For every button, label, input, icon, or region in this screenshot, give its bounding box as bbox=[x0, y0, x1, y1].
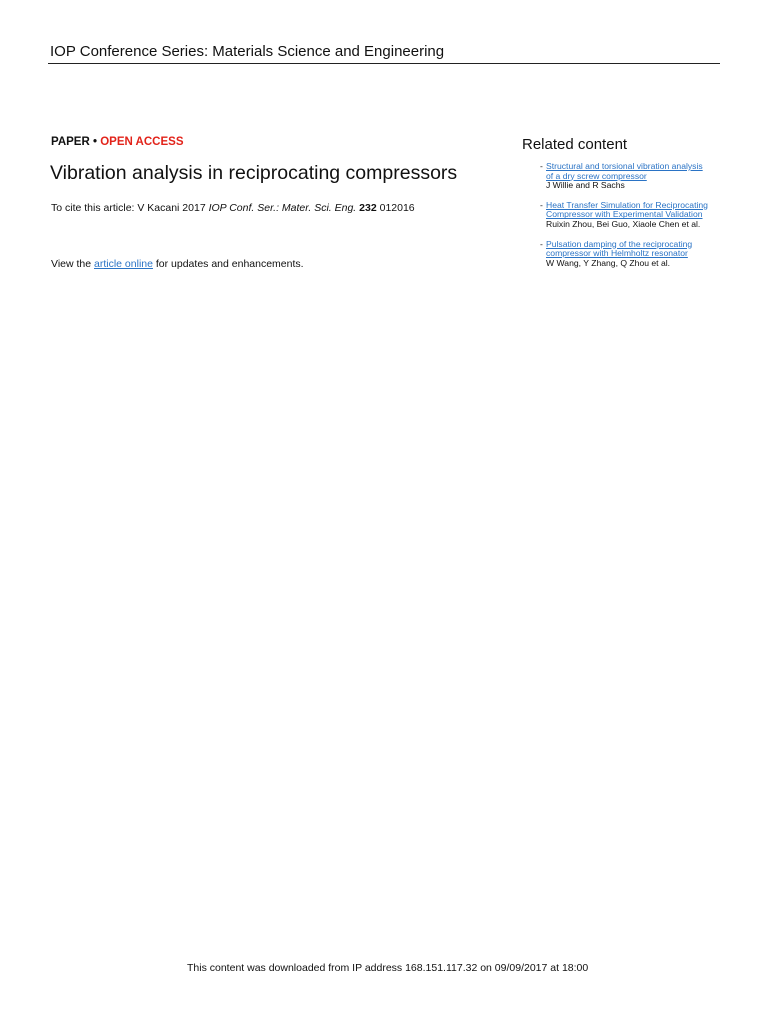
related-item bbox=[522, 162, 722, 191]
article-title: Vibration analysis in reciprocating compressors bbox=[50, 162, 458, 184]
related-item bbox=[522, 201, 722, 230]
related-item-title-line1: Heat Transfer Simulation for Reciprocating bbox=[546, 199, 708, 210]
related-item-title-line1: Structural and torsional vibration analysis bbox=[546, 161, 703, 171]
related-item-authors: W Wang, Y Zhang, Q Zhou et al. bbox=[546, 257, 671, 268]
related-item-title-line1: Pulsation damping of the reciprocating bbox=[546, 238, 693, 249]
related-item-title-line2: Compressor with Experimental Validation bbox=[546, 209, 703, 220]
citation-prefix: To cite this article: V Kacani 2017 bbox=[51, 202, 209, 214]
view-online-line bbox=[51, 258, 304, 271]
citation-journal: IOP Conf. Ser.: Mater. Sci. Eng. bbox=[208, 202, 357, 214]
related-item-dash: - bbox=[540, 161, 543, 171]
related-item-link[interactable] bbox=[546, 201, 722, 220]
related-item-authors: J Willie and R Sachs bbox=[546, 180, 625, 191]
related-item-dash: - bbox=[540, 199, 543, 210]
related-item-title-line2: compressor with Helmholtz resonator bbox=[546, 248, 688, 259]
citation-line bbox=[51, 202, 415, 215]
related-item-authors: Ruixin Zhou, Bei Guo, Xiaole Chen et al. bbox=[546, 218, 701, 229]
related-content-panel bbox=[522, 136, 722, 278]
download-note: This content was downloaded from IP address 168.151.117.32 on 09/09/2017 at 18:00 bbox=[187, 962, 589, 974]
view-online-prefix: View the bbox=[51, 258, 94, 270]
paper-type-label: PAPER bbox=[51, 136, 90, 148]
related-item-link[interactable] bbox=[546, 240, 722, 259]
view-online-suffix: for updates and enhancements. bbox=[152, 258, 304, 270]
citation-article-number: 012016 bbox=[376, 202, 415, 214]
paper-type-line bbox=[51, 135, 184, 149]
paper-type-separator: • bbox=[89, 136, 101, 148]
related-item-dash: - bbox=[540, 238, 543, 249]
citation-volume: 232 bbox=[359, 202, 377, 214]
related-item bbox=[522, 240, 722, 269]
related-content-heading: Related content bbox=[522, 136, 628, 153]
open-access-badge: OPEN ACCESS bbox=[100, 136, 184, 148]
related-item-link[interactable] bbox=[546, 162, 722, 181]
related-item-title-line2: of a dry screw compressor bbox=[546, 170, 647, 181]
journal-title: IOP Conference Series: Materials Science and Engineering bbox=[50, 43, 445, 60]
journal-header bbox=[48, 42, 720, 64]
article-online-link[interactable]: article online bbox=[94, 258, 153, 270]
